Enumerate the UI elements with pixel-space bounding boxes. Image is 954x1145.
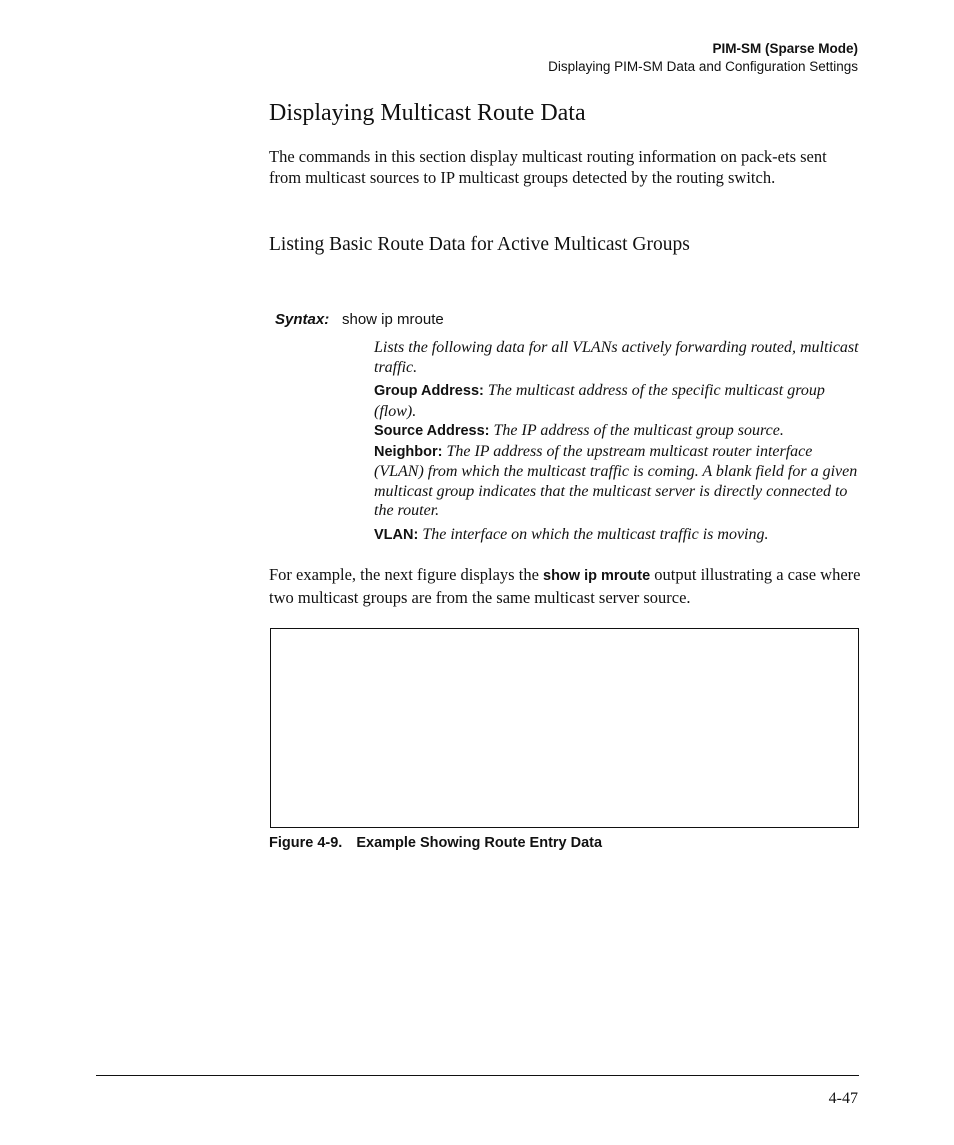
section-title: Displaying PIM-SM Data and Configuration Settings [548, 59, 858, 74]
field-vlan [374, 525, 860, 546]
figure-caption [269, 835, 602, 851]
example-text-before: For example, the next figure displays the [269, 565, 544, 584]
figure-number: Figure 4-9. [269, 835, 343, 851]
field-term: Neighbor: [374, 443, 443, 460]
field-text: The multicast address of the specific multicast group (flow). [374, 382, 825, 420]
footer-rule [96, 1075, 859, 1076]
figure-frame [270, 628, 859, 828]
chapter-title: PIM-SM (Sparse Mode) [712, 41, 858, 56]
subheading: Listing Basic Route Data for Active Multicast Groups [269, 234, 690, 255]
field-group-address [374, 381, 860, 421]
field-text: The IP address of the multicast group source. [489, 422, 784, 439]
field-term: Source Address: [374, 423, 490, 439]
field-text: The IP address of the upstream multicast router interface (VLAN) from which the multicast traffic is coming. A blank field for a given multicast group indicates that the multicast server is directly connected to the router. [374, 442, 858, 519]
page-heading: Displaying Multicast Route Data [269, 100, 586, 126]
field-term: Group Address: [374, 383, 484, 399]
field-text: The interface on which the multicast traffic is moving. [418, 525, 769, 543]
syntax-command: show ip mroute [342, 311, 444, 328]
field-term: VLAN: [374, 526, 419, 543]
field-source-address [374, 421, 860, 442]
syntax-label: Syntax: [275, 311, 330, 328]
page-number: 4-47 [828, 1090, 858, 1107]
description-lead: Lists the following data for all VLANs actively forwarding routed, multicast traffic. [374, 339, 859, 376]
example-text-after: output illustrating a case where two multicast groups are from the same multicast server source. [269, 565, 861, 607]
example-paragraph [269, 564, 861, 608]
figure-title: Example Showing Route Entry Data [356, 835, 603, 851]
running-header [548, 40, 858, 76]
example-command: show ip mroute [543, 568, 651, 584]
intro-paragraph: The commands in this section display multicast routing information on pack-ets sent from multicast sources to IP multicast groups detected by the routing switch. [269, 147, 827, 187]
command-description [374, 338, 860, 545]
field-neighbor [374, 442, 860, 521]
